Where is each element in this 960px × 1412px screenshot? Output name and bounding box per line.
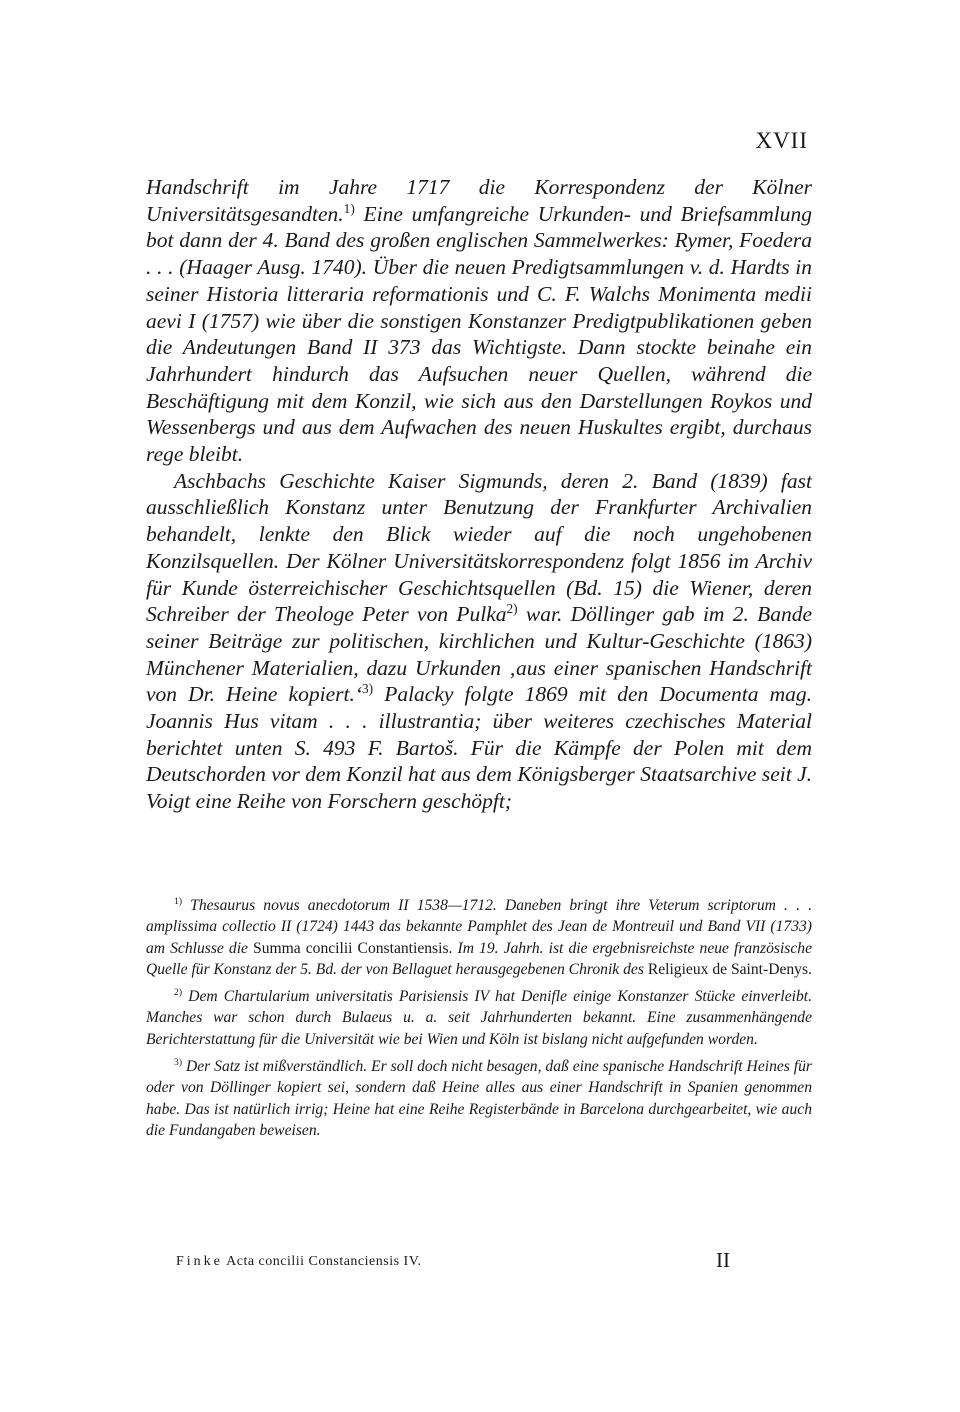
paragraph-2-text-c: Palacky folgte 1869 mit den Documenta mag. Joannis Hus vitam . . . illustrantia; über weiteres czechisches Material berichtet unten S. 493 F. Bartoš. Für die Kämpfe der Polen mit dem Deutschorden vor dem Konzil hat aus dem Königsberger Staatsarchive seit J. Voigt eine Reihe von Forschern geschöpft; <box>146 682 812 814</box>
paragraph-2 <box>146 468 812 815</box>
page-number: XVII <box>755 128 808 153</box>
footnote-ref-3: 3) <box>361 681 374 697</box>
footnote-ref-1: 1) <box>343 200 355 216</box>
footnote-ref-2: 2) <box>506 601 518 617</box>
paragraph-1 <box>146 174 812 468</box>
paragraph-1-continued: Eine umfangreiche Urkunden- und Briefsammlung bot dann der 4. Band des großen englischen Sammelwerkes: Rymer, Foedera . . . (Haager Ausg. 1740). Über die neuen Predigtsammlungen v. d. Hardts in seiner Historia litteraria reformationis und C. F. Walchs Monimenta medii aevi I (1757) wie über die sonstigen Konstanzer Predigtpublikationen geben die Andeutungen Band II 373 das Wichtigste. Dann stockte beinahe ein Jahrhundert hindurch das Aufsuchen neuer Quellen, während die Beschäftigung mit dem Konzil, wie sich aus den Darstellungen Roykos und Wessenbergs und aus dem Aufwachen des neuen Huskultes ergibt, durchaus rege bleibt. <box>146 201 812 467</box>
paragraph-1-text: Handschrift im Jahre 1717 die Korrespondenz der Kölner Universitätsgesandten. <box>146 175 812 226</box>
footer-author: Finke <box>176 1254 223 1269</box>
footer-title: Acta concilii Constanciensis IV. <box>222 1254 422 1269</box>
footer-citation <box>176 1254 422 1270</box>
footnote-2 <box>146 986 812 1050</box>
footnote-marker: 2) <box>174 987 183 998</box>
footnote-marker: 1) <box>174 895 183 907</box>
paragraph-2-text-a: Aschbachs Geschichte Kaiser Sigmunds, deren 2. Band (1839) fast ausschließlich Konstanz unter Benutzung der Frankfurter Archivalien behandelt, lenkte den Blick wieder auf die noch ungehobenen Konzilsquellen. Der Kölner Universitätskorrespondenz folgt 1856 im Archiv für Kunde österreichischer Geschichtsquellen (Bd. 15) die Wiener, deren Schreiber der Theologe Peter von Pulka <box>146 468 812 627</box>
main-text <box>146 174 812 815</box>
footnotes <box>146 895 812 1147</box>
footnote-1-text-b: Im 19. Jahrh. ist die ergebnisreichste neue französische Quelle für Konstanz der 5. Bd. der von Bellaguet herausgegebenen Chronik des <box>146 939 813 978</box>
footnote-1-roman-a: Summa concilii Constantiensis. <box>253 939 453 957</box>
footnote-3 <box>146 1056 812 1141</box>
footnote-3-text: Der Satz ist mißverständlich. Er soll doch nicht besagen, daß eine spanische Handschrift Heines für oder von Döllinger kopiert sei, sondern daß Heine alles aus einer Handschrift in Spanien genommen habe. Das ist natürlich irrig; Heine hat eine Reihe Registerbände in Barcelona durchgearbeitet, wie auch die Fundangaben beweisen. <box>146 1058 812 1139</box>
footnote-1 <box>146 895 812 980</box>
footnote-2-text: Dem Chartularium universitatis Parisiensis IV hat Denifle einige Konstanzer Stücke einverleibt. Manches war schon durch Bulaeus u. a. seit Jahrhunderten bekannt. Eine zusammenhängende Berichterstattung für die Universität wie bei Wien und Köln ist bislang nicht aufgefunden worden. <box>146 988 812 1048</box>
footnote-1-roman-b: Religieux de Saint-Denys. <box>647 960 812 978</box>
footnote-1-text-a: Thesaurus novus anecdotorum II 1538—1712. Daneben bringt ihre Veterum scriptorum . . . amplissima collectio II (1724) 1443 das bekannte Pamphlet des Jean de Montreuil und Band VII (1733) am Schlusse die <box>146 897 812 957</box>
footnote-marker: 3) <box>174 1056 183 1068</box>
paragraph-2-text-b: war. Döllinger gab im 2. Bande seiner Beiträge zur politischen, kirchlichen und Kultur-Geschichte (1863) Münchener Materialien, dazu Urkunden ‚aus einer spanischen Handschrift von Dr. Heine kopiert.‘ <box>146 602 812 707</box>
signature-mark: II <box>716 1248 730 1272</box>
